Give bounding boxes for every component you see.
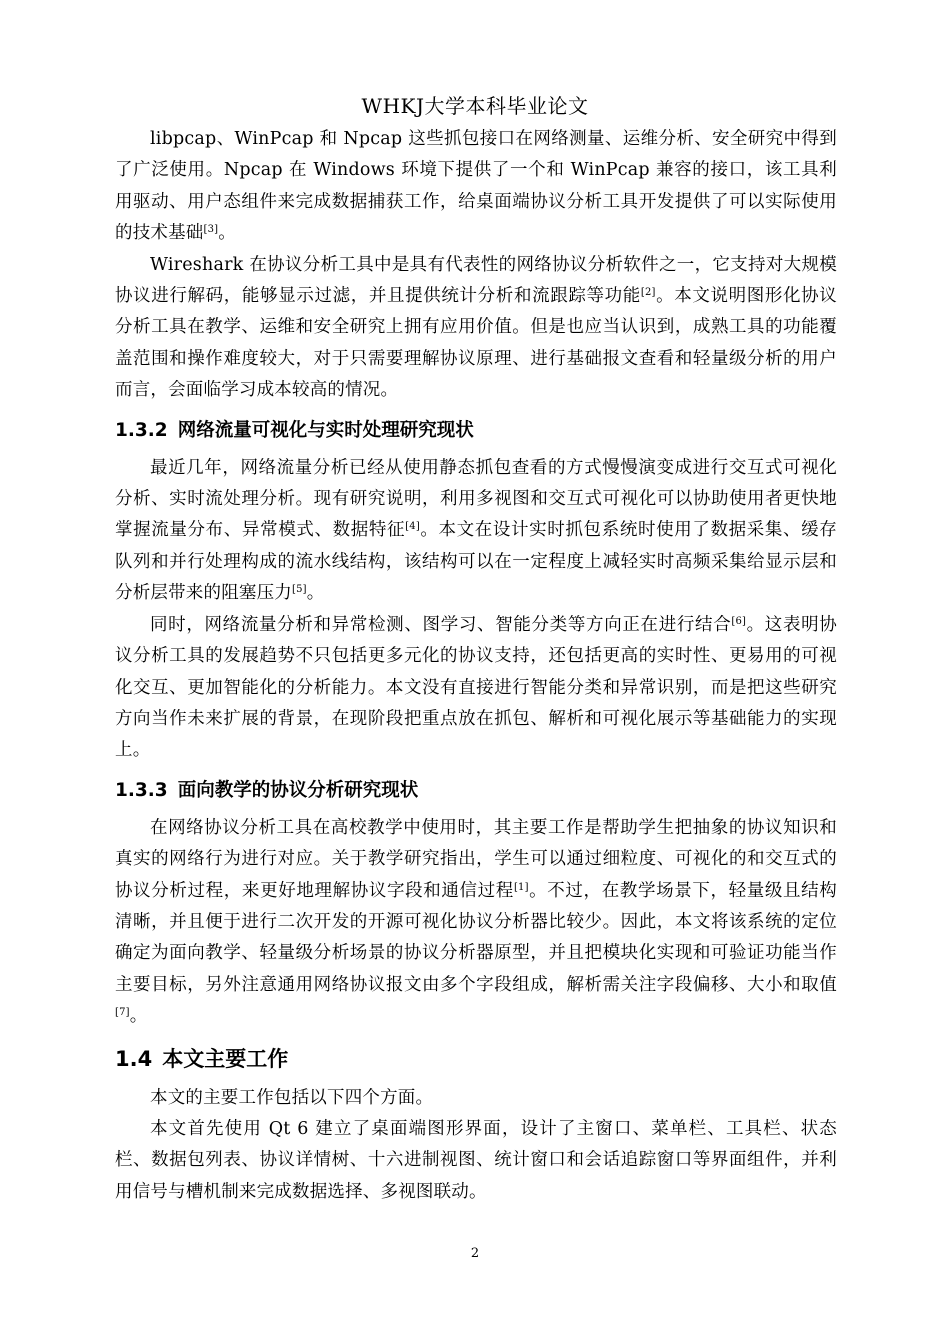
page-number: 2	[470, 1246, 480, 1261]
paragraph-main-work-intro: 本文的主要工作包括以下四个方面。	[150, 1087, 434, 1108]
section-heading-1-4: 1.4 本文主要工作	[115, 1046, 289, 1071]
citation: [6]	[731, 615, 747, 627]
page-body	[115, 124, 837, 1208]
citation: [5]	[292, 584, 307, 596]
citation: [3]	[203, 224, 219, 236]
paragraph-teaching: 在网络协议分析工具在高校教学中使用时，其主要工作是帮助学生把抽象的协议知识和真实的网络行为进行对应。关于教学研究指出，学生可以通过细粒度、可视化的和交互式的协议分析过程，来更好地理解协议字段和通信过程[1]。不过，在教学场景下，轻量级且结构清晰，并且便于进行二次开发的开源可视化协议分析器比较少。因此，本文将该系统的定位确定为面向教学、轻量级分析场景的协议分析器原型，并且把模块化实现和可验证功能当作主要目标，另外注意通用网络协议报文由多个字段组成，解析需关注字段偏移、大小和取值[7]。	[115, 817, 837, 1027]
section-heading-1-3-3: 1.3.3 面向教学的协议分析研究现状	[115, 779, 419, 801]
paragraph-wireshark: Wireshark 在协议分析工具中是具有代表性的网络协议分析软件之一，它支持对大规模协议进行解码，能够显示过滤，并且提供统计分析和流跟踪等功能[2]。本文说明图形化协议分析工具在教学、运维和安全研究上拥有应用价值。但是也应当认识到，成熟工具的功能覆盖范围和操作难度较大，对于只需要理解协议原理、进行基础报文查看和轻量级分析的用户而言，会面临学习成本较高的情况。	[115, 254, 837, 401]
citation: [1]	[513, 881, 529, 893]
paragraph-visualization: 最近几年，网络流量分析已经从使用静态抓包查看的方式慢慢演变成进行交互式可视化分析、实时流处理分析。现有研究说明，利用多视图和交互式可视化可以协助使用者更快地掌握流量分布、异常模式、数据特征[4]。本文在设计实时抓包系统时使用了数据采集、缓存队列和并行处理构成的流水线结构，该结构可以在一定程度上减轻实时高频采集给显示层和分析层带来的阻塞压力[5]。	[115, 457, 837, 604]
citation: [2]	[640, 287, 656, 299]
citation: [4]	[405, 521, 420, 533]
paragraph-trends: 同时，网络流量分析和异常检测、图学习、智能分类等方向正在进行结合[6]。这表明协议分析工具的发展趋势不只包括更多元化的协议支持，还包括更高的实时性、更易用的可视化交互、更加智能化的分析能力。本文没有直接进行智能分类和异常识别，而是把这些研究方向当作未来扩展的背景，在现阶段把重点放在抓包、解析和可视化展示等基础能力的实现上。	[115, 614, 837, 761]
running-header: WHKJ大学本科毕业论文	[361, 94, 589, 118]
citation: [7]	[115, 1007, 130, 1019]
section-heading-1-3-2: 1.3.2 网络流量可视化与实时处理研究现状	[115, 419, 474, 441]
paragraph-capture-interfaces: libpcap、WinPcap 和 Npcap 这些抓包接口在网络测量、运维分析、安全研究中得到了广泛使用。Npcap 在 Windows 环境下提供了一个和 WinPcap 兼容的接口，该工具利用驱动、用户态组件来完成数据捕获工作，给桌面端协议分析工具开发提供了可以实际使用的技术基础[3]。	[115, 129, 837, 244]
paragraph-qt-gui: 本文首先使用 Qt 6 建立了桌面端图形界面，设计了主窗口、菜单栏、工具栏、状态栏、数据包列表、协议详情树、十六进制视图、统计窗口和会话追踪窗口等界面组件，并利用信号与槽机制来完成数据选择、多视图联动。	[115, 1118, 837, 1202]
